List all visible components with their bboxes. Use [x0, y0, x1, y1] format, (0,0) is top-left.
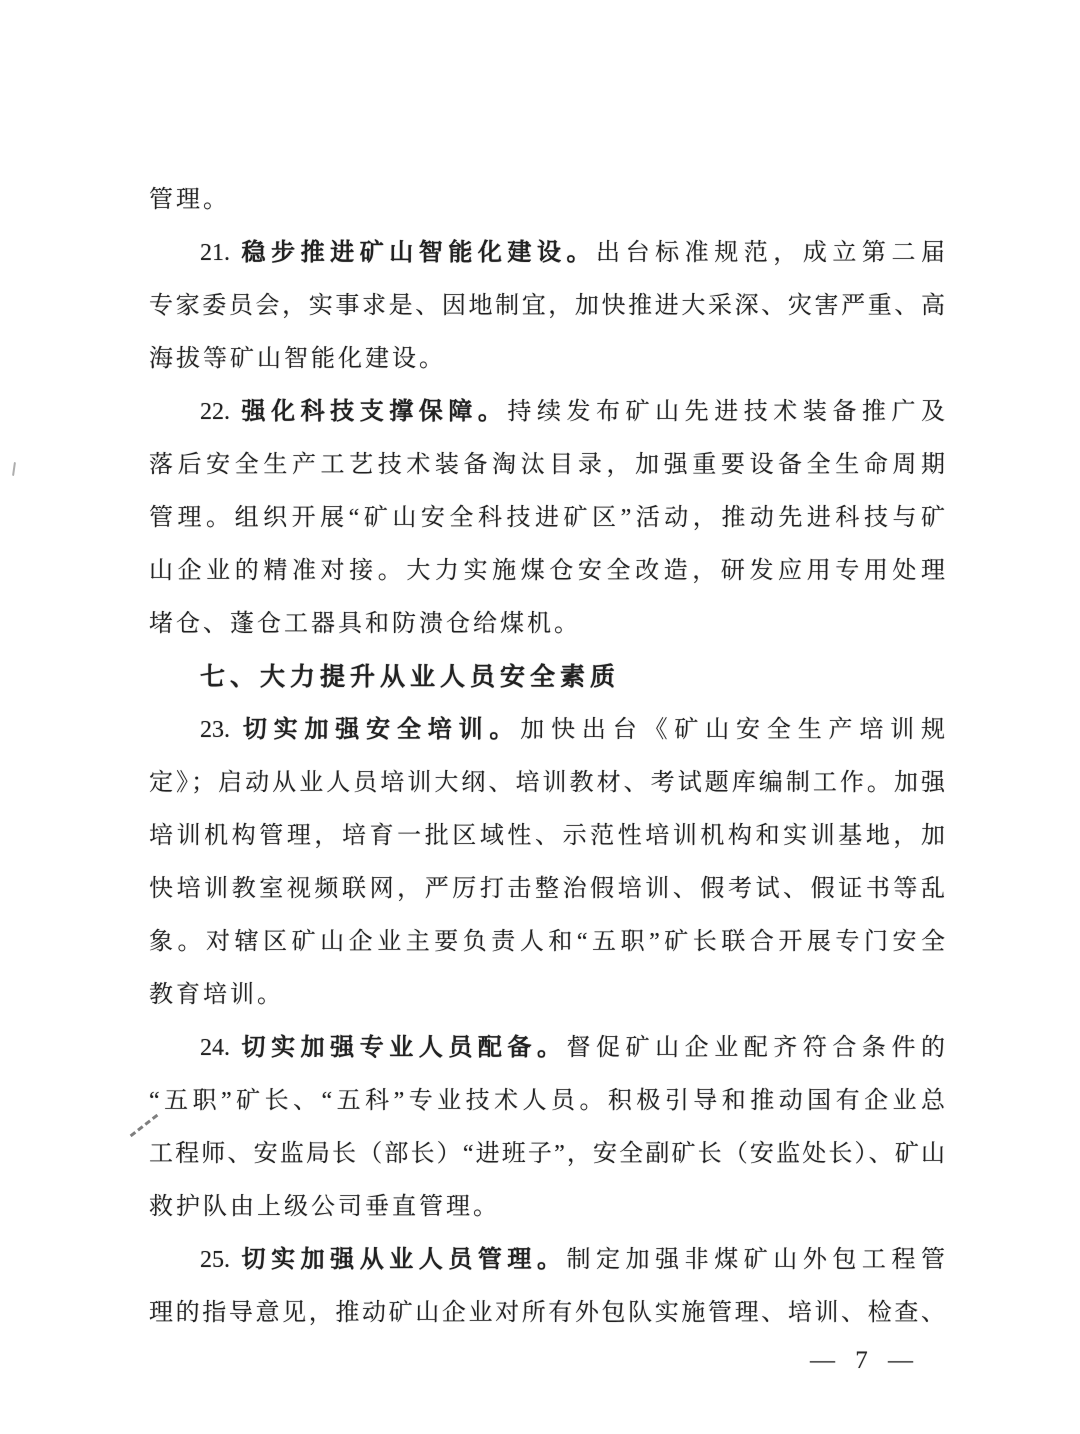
text-line — [149, 386, 945, 439]
emphasis-text: 强化科技支撑保障。 — [241, 399, 508, 425]
text-line — [149, 969, 945, 1022]
emphasis-text: 切实加强安全培训。 — [242, 717, 521, 743]
body-text: 堵仓、蓬仓工器具和防溃仓给煤机。 — [149, 611, 581, 637]
text-line — [149, 492, 945, 545]
body-text: 24. — [200, 1035, 242, 1061]
text-line — [149, 545, 945, 598]
body-text: 22. — [200, 399, 242, 425]
body-text: 出台标准规范，成立第二届 — [596, 240, 945, 266]
body-text: 23. — [200, 717, 243, 743]
text-line — [149, 810, 945, 863]
body-text: 理的指导意见，推动矿山企业对所有外包队实施管理、培训、检查、 — [149, 1300, 945, 1326]
text-line — [149, 439, 945, 492]
body-text: 快培训教室视频联网，严厉打击整治假培训、假考试、假证书等乱 — [149, 876, 945, 902]
text-line — [149, 1128, 945, 1181]
text-line — [149, 1075, 945, 1128]
body-text: 25. — [200, 1247, 242, 1273]
body-text: 管理。组织开展“矿山安全科技进矿区”活动，推动先进科技与矿 — [149, 505, 945, 531]
body-text: 21. — [200, 240, 242, 266]
emphasis-text: 稳步推进矿山智能化建设。 — [241, 240, 597, 266]
body-text: 持续发布矿山先进技术装备推广及 — [507, 399, 945, 425]
page-number: — 7 — — [810, 1347, 920, 1374]
emphasis-text: 切实加强专业人员配备。 — [241, 1035, 567, 1061]
text-line — [149, 1287, 945, 1340]
text-line — [149, 1234, 945, 1287]
body-text: 培训机构管理，培育一批区域性、示范性培训机构和实训基地，加 — [149, 823, 945, 849]
body-text: 制定加强非煤矿山外包工程管 — [566, 1247, 945, 1273]
text-line — [149, 1181, 945, 1234]
body-text: 加快出台《矿山安全生产培训规 — [520, 717, 945, 743]
body-text: 工程师、安监局长（部长）“进班子”，安全副矿长（安监处长）、矿山 — [149, 1141, 945, 1167]
text-line — [149, 174, 945, 227]
body-text: 专家委员会，实事求是、因地制宜，加快推进大采深、灾害严重、高 — [149, 293, 945, 319]
text-line — [149, 598, 945, 651]
scan-speck-artifact — [12, 462, 16, 476]
body-text: 落后安全生产工艺技术装备淘汰目录，加强重要设备全生命周期 — [149, 452, 945, 478]
body-text: 象。对辖区矿山企业主要负责人和“五职”矿长联合开展专门安全 — [149, 929, 945, 955]
text-line — [149, 757, 945, 810]
emphasis-text: 七、大力提升从业人员安全素质 — [200, 663, 621, 691]
body-text: 教育培训。 — [149, 982, 284, 1008]
body-text: 督促矿山企业配齐符合条件的 — [566, 1035, 945, 1061]
body-text: “五职”矿长、“五科”专业技术人员。积极引导和推动国有企业总 — [149, 1088, 945, 1114]
text-line — [149, 280, 945, 333]
text-line — [149, 1022, 945, 1075]
text-line — [149, 916, 945, 969]
text-line — [149, 227, 945, 280]
emphasis-text: 切实加强从业人员管理。 — [241, 1247, 567, 1273]
document-body — [149, 174, 945, 1340]
text-line — [149, 863, 945, 916]
body-text: 定》；启动从业人员培训大纲、培训教材、考试题库编制工作。加强 — [149, 770, 945, 796]
body-text: 救护队由上级公司垂直管理。 — [149, 1194, 500, 1220]
section-heading — [149, 651, 945, 704]
text-line — [149, 333, 945, 386]
body-text: 海拔等矿山智能化建设。 — [149, 346, 446, 372]
body-text: 管理。 — [149, 187, 230, 213]
text-line — [149, 704, 945, 757]
body-text: 山企业的精准对接。大力实施煤仓安全改造，研发应用专用处理 — [149, 558, 945, 584]
